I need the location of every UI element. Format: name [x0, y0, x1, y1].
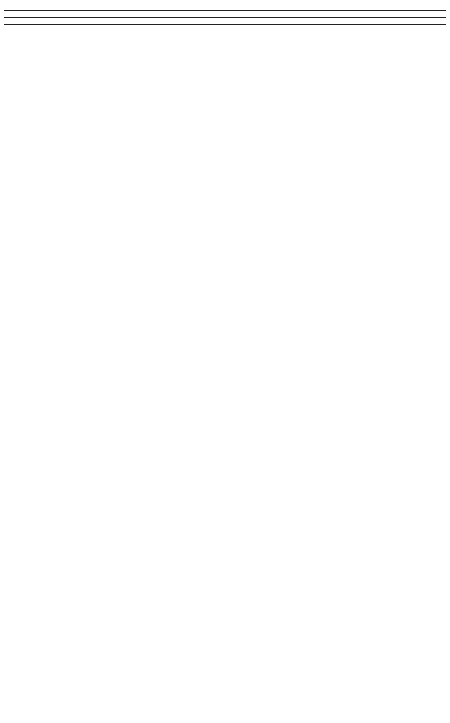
article-body: [4, 24, 446, 27]
previous-article-tail: [4, 0, 446, 11]
section-heading: [4, 24, 446, 27]
article-title: [4, 17, 446, 18]
